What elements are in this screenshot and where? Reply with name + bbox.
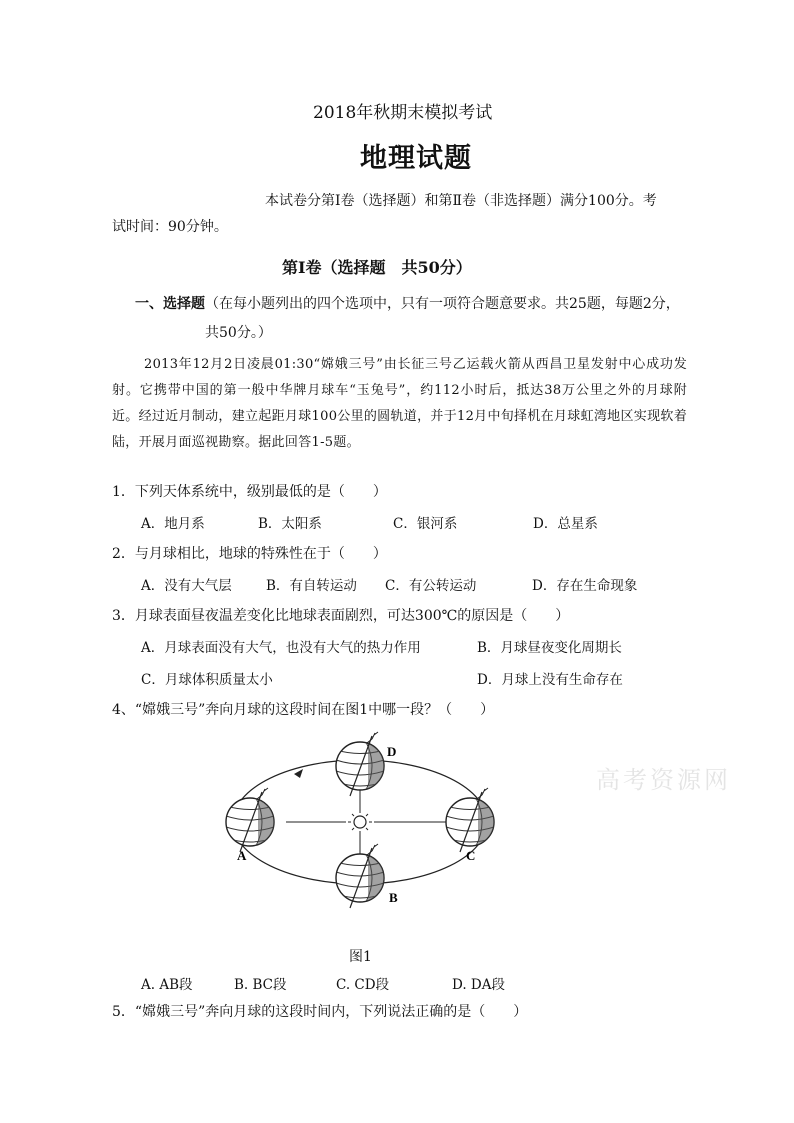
q3-option-c: C．月球体积质量太小 <box>141 672 273 688</box>
question-5: 5．“嫦娥三号”奔向月球的这段时间内，下列说法正确的是（ ） <box>112 1004 528 1020</box>
q4-option-b: B. BC段 <box>234 977 287 993</box>
exam-title: 2018年秋期末模拟考试 <box>313 103 493 123</box>
q4-option-c: C. CD段 <box>336 977 390 993</box>
q3-option-d: D．月球上没有生命存在 <box>477 672 623 688</box>
earth-a-icon <box>226 788 276 852</box>
q2-option-d: D．存在生命现象 <box>532 578 638 594</box>
q3-option-b: B．月球昼夜变化周期长 <box>477 640 622 656</box>
figure-caption: 图1 <box>349 949 372 965</box>
earth-d-icon <box>336 732 386 796</box>
label-c: C <box>466 848 476 863</box>
q1-option-c: C．银河系 <box>393 516 458 532</box>
section-instruction-cont: 共50分。） <box>205 325 272 341</box>
q1-option-a: A．地月系 <box>141 516 205 532</box>
question-3: 3．月球表面昼夜温差变化比地球表面剧烈，可达300℃的原因是（ ） <box>112 608 570 624</box>
sun-icon <box>348 810 372 834</box>
label-d: D <box>387 744 397 759</box>
section-label: 一、选择题 <box>135 296 205 312</box>
question-4: 4、“嫦娥三号”奔向月球的这段时间在图1中哪一段？（ ） <box>112 702 495 718</box>
intro-line-2: 试时间：90分钟。 <box>112 219 228 235</box>
earth-b-icon <box>336 844 386 908</box>
label-b: B <box>389 890 398 905</box>
question-2: 2．与月球相比，地球的特殊性在于（ ） <box>112 546 387 562</box>
question-1: 1．下列天体系统中，级别最低的是（ ） <box>112 484 387 500</box>
volume-title: 第Ⅰ卷（选择题 共50分） <box>282 258 472 277</box>
q2-option-b: B．有自转运动 <box>266 578 357 594</box>
watermark: 高考资源网 <box>596 766 731 794</box>
earth-c-icon <box>446 788 496 852</box>
q2-option-c: C．有公转运动 <box>385 578 477 594</box>
subject-title: 地理试题 <box>360 143 472 174</box>
q1-option-d: D．总星系 <box>533 516 598 532</box>
q1-option-b: B．太阳系 <box>258 516 322 532</box>
q4-option-a: A. AB段 <box>141 977 193 993</box>
orbit-direction-arrow <box>294 769 303 778</box>
reading-passage: 2013年12月2日凌晨01:30“嫦娥三号”由长征三号乙运载火箭从西昌卫星发射中心成功发射。它携带中国的第一般中华牌月球车“玉兔号”，约112小时后，抵达38万公里之外的月球附近。经过近月制动，建立起距月球100公里的圆轨道，并于12月中旬择机在月球虹湾地区实现软着陆，开展月面巡视勘察。据此回答1-5题。 <box>112 357 687 450</box>
q3-option-a: A．月球表面没有大气，也没有大气的热力作用 <box>141 640 421 656</box>
intro-line-1: 本试卷分第Ⅰ卷（选择题）和第Ⅱ卷（非选择题）满分100分。考 <box>265 193 657 209</box>
q4-option-d: D. DA段 <box>452 977 505 993</box>
label-a: A <box>237 848 247 863</box>
q2-option-a: A．没有大气层 <box>141 578 232 594</box>
section-instruction: （在每小题列出的四个选项中，只有一项符合题意要求。共25题，每题2分， <box>205 296 680 312</box>
